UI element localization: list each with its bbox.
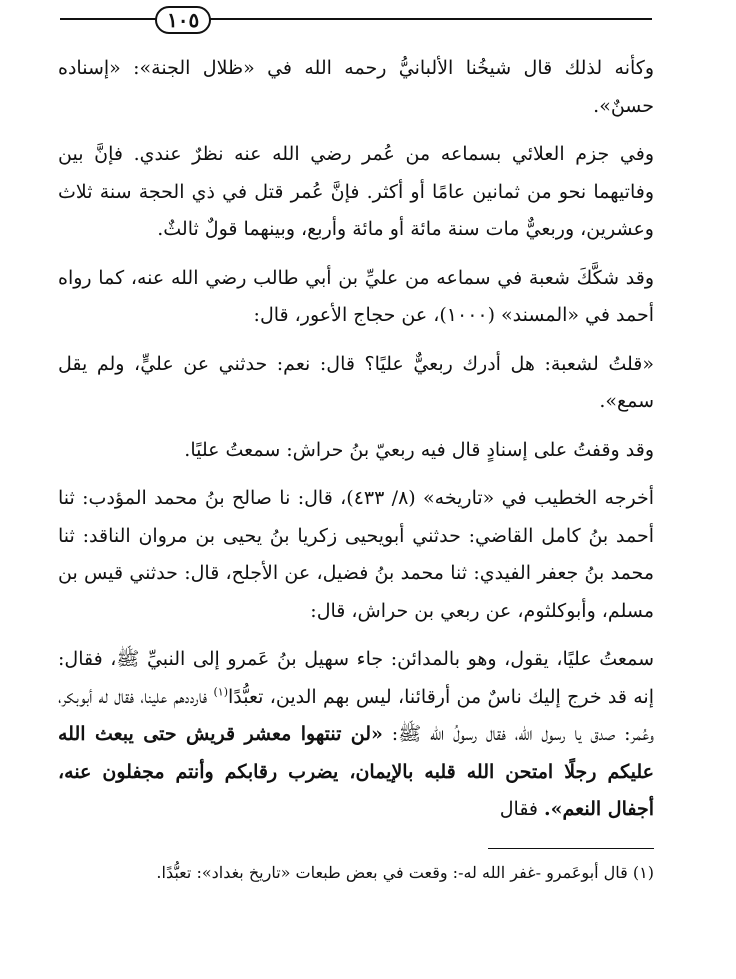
narration-text: فارددهم علينا، فقال له أبوبكر، وعُمر: صدق يا رسول الله، فقال رسولُ الله ﷺ:	[58, 685, 654, 745]
footnote: (١) قال أبوعَمرو -غفر الله له-: وقعت في بعض طبعات «تاريخ بغداد»: تعبُّدًا.	[156, 863, 654, 882]
header-rule	[60, 18, 652, 20]
page-header	[60, 6, 652, 36]
footnote-rule	[488, 848, 654, 849]
footnote-marker[interactable]: (١)	[213, 685, 229, 699]
hadith-quote: «لن تنتهوا معشر قريش حتى يبعث الله عليكم رجلًا امتحن الله قلبه بالإيمان، يضرب رقابكم وأنتم مجفلون عنه، أجفال النعم».	[58, 723, 654, 820]
paragraph: وكأنه لذلك قال شيخُنا الألبانيُّ رحمه الله في «ظلال الجنة»: «إسناده حسنٌ».	[58, 57, 655, 117]
paragraph: وفي جزم العلائي بسماعه من عُمر رضي الله عنه نظرٌ عندي. فإنَّ بين وفاتيهما نحو من ثمانين عامًا أو أكثر. فإنَّ عُمر قتل في ذي الحجة سنة ثلاث وعشرين، وربعيٌّ مات سنة مائة أو مائة وأربع، وبينهما قولٌ ثالثٌ.	[58, 143, 654, 240]
paragraph: وقد وقفتُ على إسنادٍ قال فيه ربعيّ بنُ حراش: سمعتُ عليًا.	[184, 438, 654, 461]
page-number: ١٠٥	[155, 6, 211, 34]
narration-text: فقال	[499, 798, 545, 820]
paragraph: «قلتُ لشعبة: هل أدرك ربعيٌّ عليًا؟ قال: نعم: حدثني عن عليٍّ، ولم يقل سمع».	[58, 352, 654, 412]
narration-paragraph	[58, 641, 654, 829]
main-text	[58, 50, 654, 840]
paragraph: وقد شكَّكَ شعبة في سماعه من عليِّ بن أبي طالب رضي الله عنه، كما رواه أحمد في «المسند» (١٠٠٠)، عن حجاج الأعور، قال:	[58, 266, 654, 326]
narration-text: سمعتُ عليًا، يقول، وهو بالمدائن: جاء سهيل بنُ عَمرو إلى النبيِّ ﷺ، فقال: إنه قد خرج إليك ناسٌ من أرقائنا، ليس بهم الدين، تعبُّدًا	[58, 648, 654, 708]
paragraph: أخرجه الخطيب في «تاريخه» (٨/ ٤٣٣)، قال: نا صالح بنُ محمد المؤدب: ثنا أحمد بنُ كامل القاضي: حدثني أبويحيى زكريا بنُ يحيى بن مروان الناقد: ثنا محمد بنُ جعفر الفيدي: ثنا محمد بنُ فضيل، عن الأجلح، قال: حدثني قيس بن مسلم، وأبوكلثوم، عن ربعي بن حراش، قال:	[58, 487, 654, 622]
